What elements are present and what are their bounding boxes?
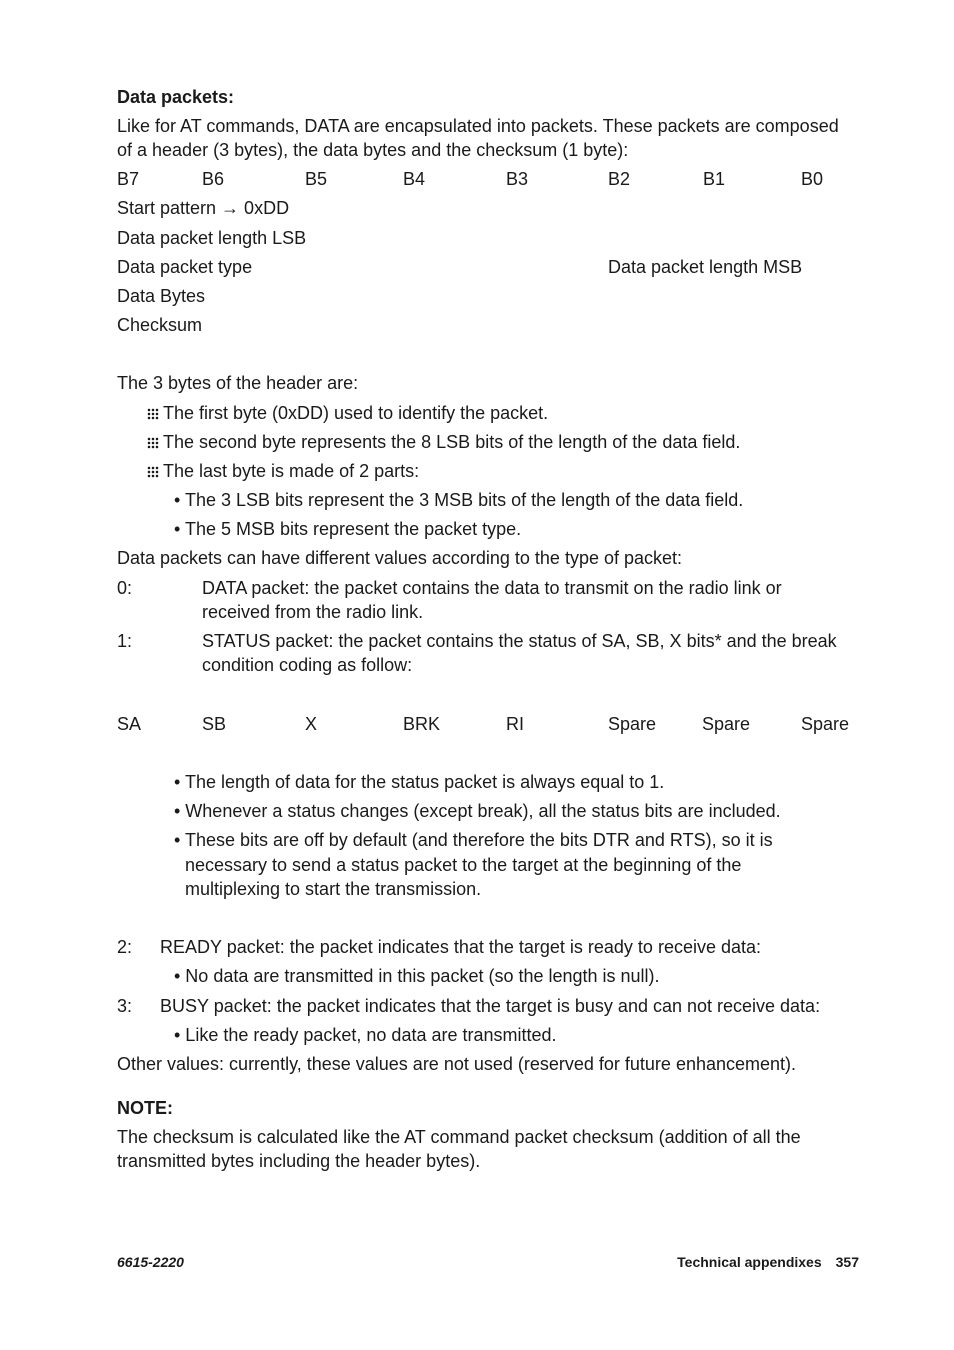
bit-header-b3: B3 xyxy=(506,169,529,189)
values-intro: Data packets can have different values according to the type of packet: xyxy=(117,548,683,568)
bit-header-b5: B5 xyxy=(305,169,328,189)
header-bullet-1 xyxy=(147,401,548,425)
intro-line-1: Like for AT commands, DATA are encapsulated into packets. These packets are composed xyxy=(117,116,839,136)
status-note-3-line-1: • These bits are off by default (and therefore the bits DTR and RTS), so it is xyxy=(174,830,773,850)
value-0-line-2: received from the radio link. xyxy=(202,602,424,622)
value-2-text: READY packet: the packet indicates that the target is ready to receive data: xyxy=(160,937,762,957)
bit-header-b1: B1 xyxy=(703,169,726,189)
header-bullet-3-text: The last byte is made of 2 parts: xyxy=(163,461,420,481)
section-heading: Data packets: xyxy=(117,87,235,107)
status-bit-brk: BRK xyxy=(403,714,441,734)
bit-header-b2: B2 xyxy=(608,169,631,189)
bit-header-b4: B4 xyxy=(403,169,426,189)
row-data-bytes: Data Bytes xyxy=(117,286,206,306)
status-bit-spare-3: Spare xyxy=(801,714,850,734)
intro-line-2: of a header (3 bytes), the data bytes and the checksum (1 byte): xyxy=(117,140,629,160)
value-1-line-2: condition coding as follow: xyxy=(202,655,413,675)
square-bullet-icon xyxy=(147,466,159,478)
status-bit-ri: RI xyxy=(506,714,524,734)
header-bullet-2-text: The second byte represents the 8 LSB bits of the length of the data field. xyxy=(163,432,741,452)
header-bullet-3 xyxy=(147,459,419,483)
value-3-sub: • Like the ready packet, no data are transmitted. xyxy=(174,1025,557,1045)
status-bit-x: X xyxy=(305,714,318,734)
row-start-pattern: Start pattern → 0xDD xyxy=(117,198,290,218)
header-bullet-1-text: The first byte (0xDD) used to identify the packet. xyxy=(163,403,549,423)
status-note-2: • Whenever a status changes (except break), all the status bits are included. xyxy=(174,801,781,821)
status-bit-sb: SB xyxy=(202,714,227,734)
value-3-text: BUSY packet: the packet indicates that the target is busy and can not receive data: xyxy=(160,996,821,1016)
header-sub-bullet-1: • The 3 LSB bits represent the 3 MSB bits of the length of the data field. xyxy=(174,490,744,510)
row-packet-type: Data packet type xyxy=(117,257,253,277)
bit-header-b0: B0 xyxy=(801,169,824,189)
note-line-1: The checksum is calculated like the AT command packet checksum (addition of all the xyxy=(117,1127,801,1147)
status-note-1: • The length of data for the status packet is always equal to 1. xyxy=(174,772,665,792)
footer-page-number: 357 xyxy=(835,1254,859,1270)
value-1-number: 1: xyxy=(117,631,133,651)
bit-header-b7: B7 xyxy=(117,169,140,189)
footer-section: Technical appendixes xyxy=(677,1254,822,1270)
status-bit-spare-2: Spare xyxy=(702,714,751,734)
header-bullet-2 xyxy=(147,430,740,454)
value-1-line-1: STATUS packet: the packet contains the status of SA, SB, X bits* and the break xyxy=(202,631,837,651)
header-sub-bullet-2: • The 5 MSB bits represent the packet type. xyxy=(174,519,522,539)
status-bit-sa: SA xyxy=(117,714,142,734)
value-3-number: 3: xyxy=(117,996,133,1016)
square-bullet-icon xyxy=(147,437,159,449)
footer-right xyxy=(677,1250,859,1274)
other-values: Other values: currently, these values are not used (reserved for future enhancement). xyxy=(117,1054,797,1074)
row-length-msb: Data packet length MSB xyxy=(608,257,803,277)
status-note-3-line-3: multiplexing to start the transmission. xyxy=(185,879,482,899)
value-0-number: 0: xyxy=(117,578,133,598)
status-bit-spare-1: Spare xyxy=(608,714,657,734)
header-desc-title: The 3 bytes of the header are: xyxy=(117,373,359,393)
footer-doc-number: 6615-2220 xyxy=(117,1254,184,1270)
status-note-3-line-2: necessary to send a status packet to the target at the beginning of the xyxy=(185,855,742,875)
note-line-2: transmitted bytes including the header bytes). xyxy=(117,1151,481,1171)
value-2-number: 2: xyxy=(117,937,133,957)
note-title: NOTE: xyxy=(117,1098,173,1118)
square-bullet-icon xyxy=(147,408,159,420)
value-2-sub: • No data are transmitted in this packet (so the length is null). xyxy=(174,966,660,986)
bit-header-b6: B6 xyxy=(202,169,225,189)
value-0-line-1: DATA packet: the packet contains the data to transmit on the radio link or xyxy=(202,578,782,598)
row-checksum: Checksum xyxy=(117,315,203,335)
row-length-lsb: Data packet length LSB xyxy=(117,228,307,248)
